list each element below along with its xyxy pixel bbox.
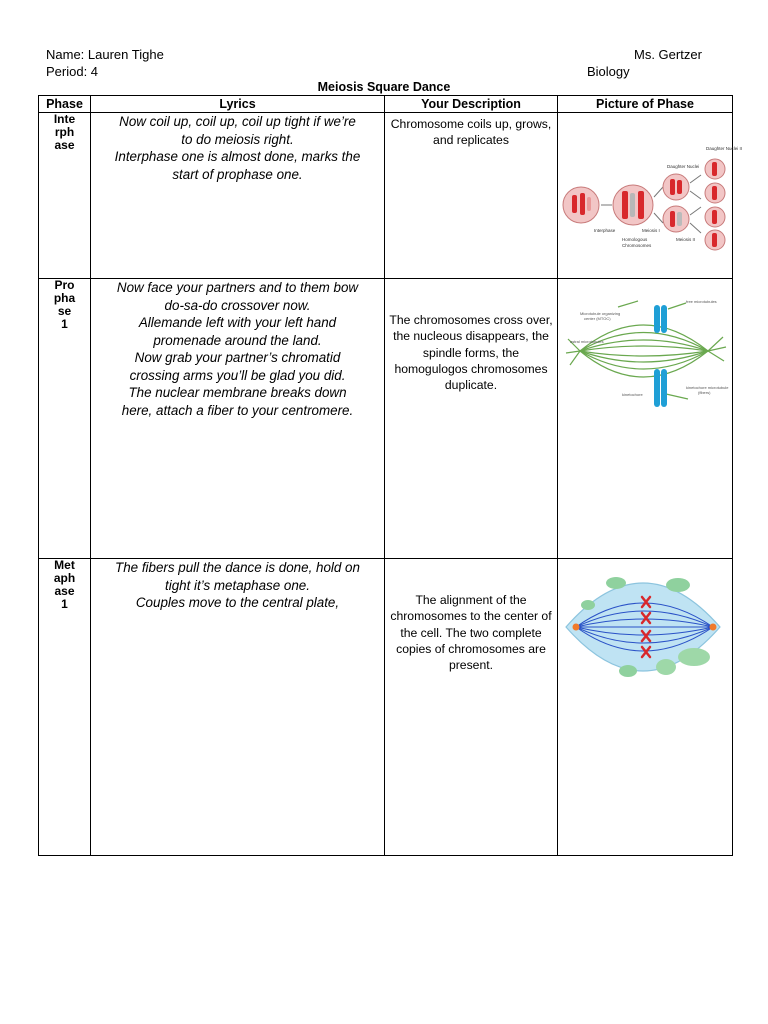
phase-label-line: rph xyxy=(54,125,75,139)
label-interphase: Interphase xyxy=(594,228,616,233)
picture-cell xyxy=(558,279,733,559)
lyric-line: do-sa-do crossover now. xyxy=(164,297,311,313)
label-mtoc-line-2: center (MTOC) xyxy=(584,316,611,321)
metaphase-cell-diagram xyxy=(558,559,733,855)
phase-label-line: ase xyxy=(54,138,75,152)
phase-label-line: Pro xyxy=(54,278,75,292)
label-daughter-nuclei: Daughter Nuclei xyxy=(667,164,700,169)
interphase-meiosis-diagram xyxy=(558,113,743,278)
student-name: Name: Lauren Tighe xyxy=(46,47,164,62)
phase-label-line: Met xyxy=(54,558,75,572)
lyric-line: promenade around the land. xyxy=(153,332,322,348)
lyric-line: tight it’s metaphase one. xyxy=(165,577,310,593)
teacher-name: Ms. Gertzer xyxy=(634,47,702,62)
label-homologous: Homologous xyxy=(622,237,648,242)
phase-cell xyxy=(39,279,91,559)
document-title: Meiosis Square Dance xyxy=(317,80,451,94)
prophase-spindle-diagram xyxy=(558,279,733,558)
label-kinetochore: kinetochore xyxy=(622,392,643,397)
lyrics-cell xyxy=(91,113,385,279)
label-chromosomes: Chromosomes xyxy=(622,243,652,248)
lyric-line: Interphase one is almost done, marks the xyxy=(114,149,361,164)
label-mtoc-line-1: Microtubule organizing xyxy=(580,311,621,316)
table-header-row xyxy=(39,96,733,113)
description-cell: Chromosome coils up, grows, and replicates xyxy=(385,113,558,279)
label-meiosis-i: Meiosis I xyxy=(642,228,660,233)
column-header-description: Your Description xyxy=(385,96,558,113)
lyric-line: The nuclear membrane breaks down xyxy=(128,385,347,400)
phase-label-line: pha xyxy=(53,291,76,305)
phase-cell xyxy=(39,113,91,279)
phase-label-line: 1 xyxy=(61,597,68,611)
lyrics-cell xyxy=(91,559,385,856)
phase-label-line: 1 xyxy=(61,317,68,331)
phase-label-line: aph xyxy=(53,571,76,585)
table-row-prophase-1 xyxy=(39,279,733,559)
lyric-line: The fibers pull the dance is done, hold on xyxy=(115,560,360,575)
label-kinetochore-microtubule-line-2: (fibers) xyxy=(698,390,711,395)
column-header-phase: Phase xyxy=(39,96,91,113)
label-kinetochore-microtubule-line-1: kinetochore microtubule xyxy=(686,385,729,390)
phase-cell xyxy=(39,559,91,856)
table-row-interphase xyxy=(39,113,733,279)
label-meiosis-ii: Meiosis II xyxy=(676,237,696,242)
phase-label-line: Inte xyxy=(53,112,76,126)
lyric-line: Now grab your partner’s chromatid xyxy=(134,350,341,365)
description-cell: The alignment of the chromosomes to the center of the cell. The two complete copies of chromosomes are present. xyxy=(385,559,558,856)
lyric-line: to do meiosis right. xyxy=(181,131,294,147)
subject-name: Biology xyxy=(587,64,630,79)
phase-label-line: se xyxy=(57,304,72,318)
description-cell: The chromosomes cross over, the nucleous disappears, the spindle forms, the homogulogos chromosomes duplicate. xyxy=(385,279,558,559)
column-header-lyrics: Lyrics xyxy=(91,96,385,113)
lyric-line: here, attach a fiber to your centromere. xyxy=(121,402,354,418)
lyric-line: Now coil up, coil up, coil up tight if we’re xyxy=(119,114,356,129)
worksheet-table xyxy=(38,95,743,856)
lyric-line: start of prophase one. xyxy=(172,166,303,182)
lyric-line: Couples move to the central plate, xyxy=(135,595,340,610)
label-free-microtubules: free microtubules xyxy=(686,299,717,304)
class-period: Period: 4 xyxy=(46,64,99,79)
table-row-metaphase-1 xyxy=(39,559,733,856)
picture-cell xyxy=(558,559,733,856)
lyric-line: Allemande left with your left hand xyxy=(138,315,337,330)
column-header-picture: Picture of Phase xyxy=(558,96,733,113)
label-daughter-nuclei-ii: Daughter Nuclei II xyxy=(706,146,743,151)
lyric-line: crossing arms you’ll be glad you did. xyxy=(129,367,346,383)
picture-cell xyxy=(558,113,743,279)
phase-label-line: ase xyxy=(54,584,75,598)
label-astral-microtubules: astral microtubules xyxy=(570,339,604,344)
lyrics-cell xyxy=(91,279,385,559)
lyric-line: Now face your partners and to them bow xyxy=(116,280,359,295)
